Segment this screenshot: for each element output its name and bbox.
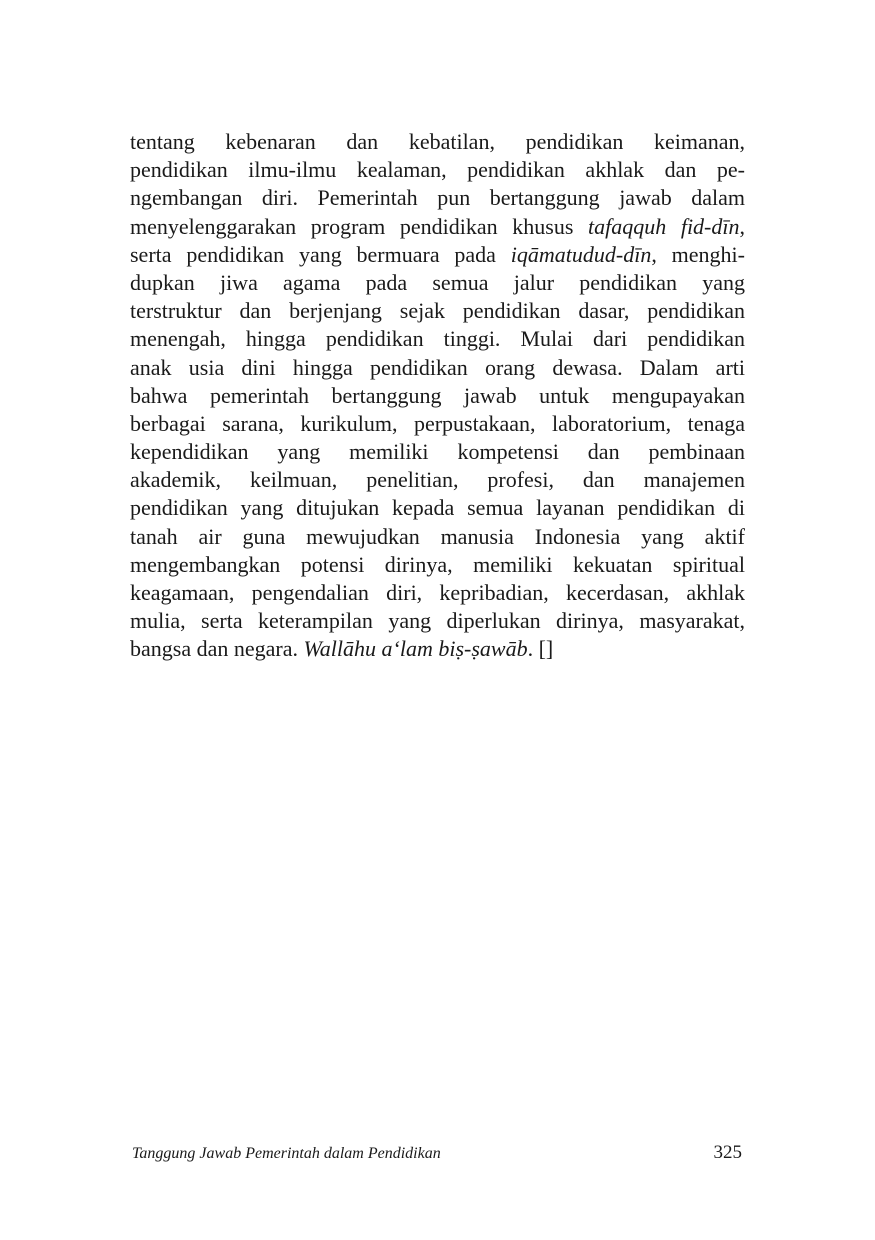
text-line xyxy=(130,438,745,466)
text-line xyxy=(130,297,745,325)
text-run: bangsa dan negara. xyxy=(130,636,304,662)
text-line xyxy=(130,635,745,663)
text-run: dupkan jiwa agama pada semua jalur pendidikan yang xyxy=(130,269,745,295)
text-run: pendidikan yang ditujukan kepada semua layanan pendidikan di xyxy=(130,495,745,521)
text-line xyxy=(130,269,745,297)
italic-term: Wallāhu a‘lam biṣ-ṣawāb xyxy=(303,636,528,662)
page-footer xyxy=(130,1142,742,1168)
text-run: . [] xyxy=(527,636,554,662)
text-run: tentang kebenaran dan kebatilan, pendidikan keimanan, xyxy=(130,129,745,154)
text-run: , menghi- xyxy=(651,241,745,267)
text-run: berbagai sarana, kurikulum, perpustakaan, laboratorium, tenaga xyxy=(130,410,745,436)
page-number: 325 xyxy=(713,1142,742,1163)
text-line xyxy=(130,184,745,212)
text-run: menengah, hingga pendidikan tinggi. Mulai dari pendidikan xyxy=(130,326,745,352)
text-line xyxy=(130,156,745,184)
text-line xyxy=(130,213,745,241)
text-run: terstruktur dan berjenjang sejak pendidikan dasar, pendidikan xyxy=(130,298,745,324)
text-run: menyelenggarakan program pendidikan khusus xyxy=(130,213,588,239)
text-line xyxy=(130,523,745,551)
text-line xyxy=(130,325,745,353)
text-run: ngembangan diri. Pemerintah pun bertanggung jawab dalam xyxy=(130,185,745,211)
text-line xyxy=(130,410,745,438)
text-line xyxy=(130,494,745,522)
text-run: kependidikan yang memiliki kompetensi dan pembinaan xyxy=(130,439,745,465)
italic-term: iqāmatudud-dīn xyxy=(510,241,652,267)
text-line xyxy=(130,382,745,410)
text-line xyxy=(130,466,745,494)
running-title: Tanggung Jawab Pemerintah dalam Pendidikan xyxy=(132,1145,441,1162)
text-run: akademik, keilmuan, penelitian, profesi, dan manajemen xyxy=(130,467,745,493)
text-run: pendidikan ilmu-ilmu kealaman, pendidikan akhlak dan pe- xyxy=(130,157,745,183)
text-run: keagamaan, pengendalian diri, kepribadian, kecerdasan, akhlak xyxy=(130,580,745,605)
body-paragraph xyxy=(130,128,745,664)
text-line xyxy=(130,354,745,382)
text-line xyxy=(130,579,745,607)
text-run: mulia, serta keterampilan yang diperlukan dirinya, masyarakat, xyxy=(130,608,745,634)
text-run: bahwa pemerintah bertanggung jawab untuk mengupayakan xyxy=(130,382,745,408)
text-line xyxy=(130,607,745,635)
text-run: mengembangkan potensi dirinya, memiliki kekuatan spiritual xyxy=(130,551,745,577)
text-line xyxy=(130,241,745,269)
italic-term: tafaqquh fid-dīn xyxy=(588,213,740,239)
text-line xyxy=(130,551,745,579)
text-run: anak usia dini hingga pendidikan orang dewasa. Dalam arti xyxy=(130,354,745,380)
text-run: , xyxy=(739,213,745,239)
text-run: tanah air guna mewujudkan manusia Indonesia yang aktif xyxy=(130,523,745,549)
text-line xyxy=(130,128,745,156)
text-run: serta pendidikan yang bermuara pada xyxy=(130,241,511,267)
